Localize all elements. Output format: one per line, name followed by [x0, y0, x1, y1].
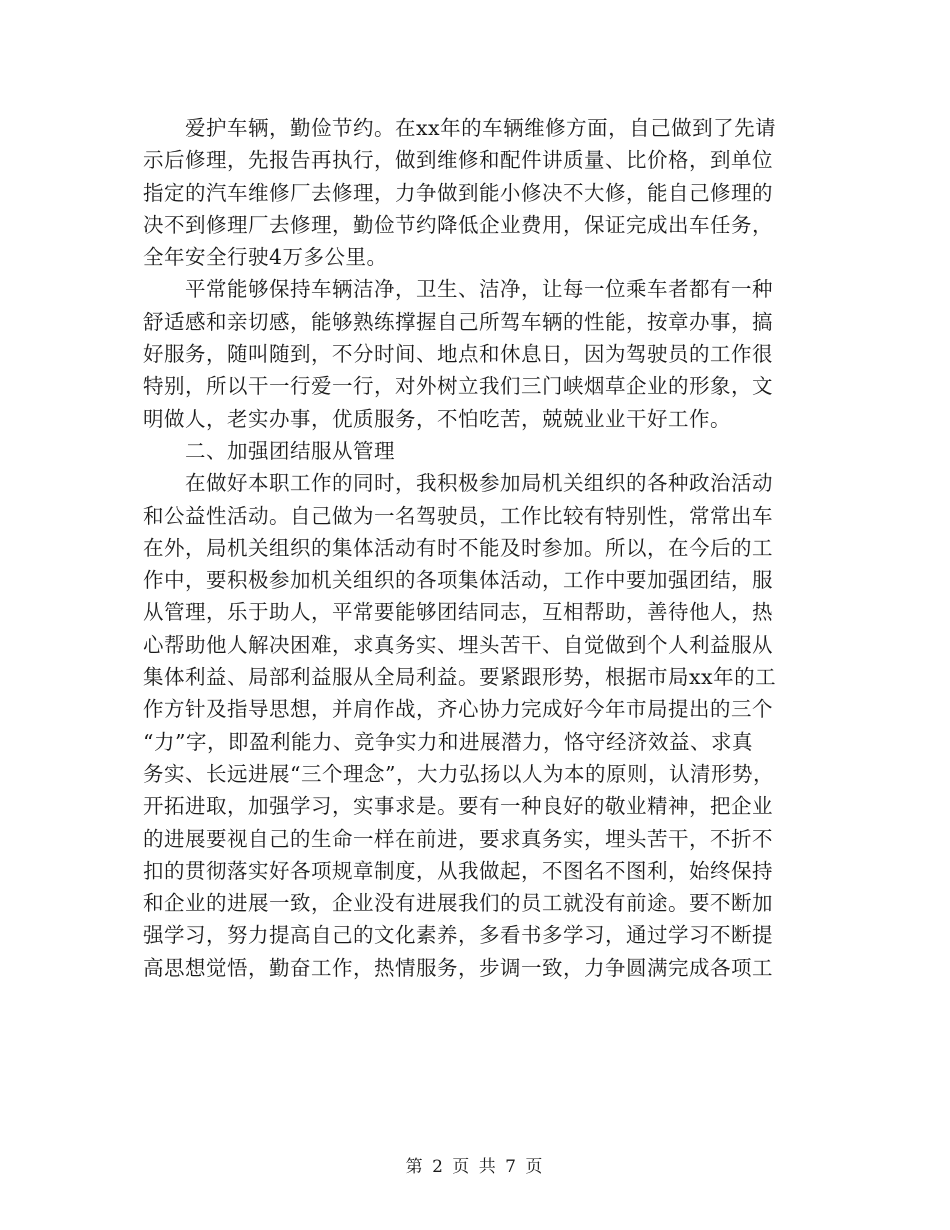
text-line: 作中，要积极参加机关组织的各项集体活动，工作中要加强团结，服 — [143, 568, 773, 593]
document-body — [143, 112, 803, 984]
text-line: 决不到修理厂去修理，勤俭节约降低企业费用，保证完成出车任务， — [143, 212, 773, 237]
section-heading: 二、加强团结服从管理 — [185, 438, 395, 463]
text-line: 好服务，随叫随到，不分时间、地点和休息日，因为驾驶员的工作很 — [143, 342, 773, 367]
paragraph-teamwork — [143, 467, 803, 984]
text-line: 明做人，老实办事，优质服务，不怕吃苦，兢兢业业干好工作。 — [143, 406, 731, 431]
text-line: 示后修理，先报告再执行，做到维修和配件讲质量、比价格，到单位 — [143, 148, 773, 173]
text-line: 强学习，努力提高自己的文化素养，多看书多学习，通过学习不断提 — [143, 923, 773, 948]
text-line: 舒适感和亲切感，能够熟练撑握自己所驾车辆的性能，按章办事，搞 — [143, 309, 773, 334]
paragraph-vehicle-cleanliness — [143, 273, 803, 434]
text-line: 指定的汽车维修厂去修理，力争做到能小修决不大修，能自己修理的 — [143, 180, 773, 205]
text-line: 集体利益、局部利益服从全局利益。要紧跟形势，根据市局xx年的工 — [143, 665, 777, 690]
text-line: “力”字，即盈利能力、竞争实力和进展潜力，恪守经济效益、求真 — [143, 729, 753, 754]
text-line: 在外，局机关组织的集体活动有时不能及时参加。所以，在今后的工 — [143, 535, 773, 560]
text-line: 扣的贯彻落实好各项规章制度，从我做起，不图名不图利，始终保持 — [143, 858, 773, 883]
text-line: 全年安全行驶4万多公里。 — [143, 245, 388, 270]
text-line: 心帮助他人解决困难，求真务实、埋头苦干、自觉做到个人利益服从 — [143, 632, 773, 657]
text-line: 的进展要视自己的生命一样在前进，要求真务实，埋头苦干，不折不 — [143, 826, 773, 851]
text-line: 从管理，乐于助人，平常要能够团结同志，互相帮助，善待他人，热 — [143, 600, 773, 625]
text-line: 在做好本职工作的同时，我积极参加局机关组织的各种政治活动 — [185, 471, 773, 496]
paragraph-vehicle-maintenance — [143, 112, 803, 273]
text-line: 务实、长远进展“三个理念”，大力弘扬以人为本的原则，认清形势， — [143, 761, 774, 786]
text-line: 爱护车辆，勤俭节约。在xx年的车辆维修方面，自己做到了先请 — [185, 116, 777, 140]
text-line: 和企业的进展一致，企业没有进展我们的员工就没有前途。要不断加 — [143, 891, 773, 916]
text-line: 高思想觉悟，勤奋工作，热情服务，步调一致，力争圆满完成各项工 — [143, 955, 773, 980]
text-line: 特别，所以干一行爱一行，对外树立我们三门峡烟草企业的形象，文 — [143, 374, 773, 399]
page-number-footer: 第 2 页 共 7 页 — [405, 1157, 545, 1177]
text-line: 和公益性活动。自己做为一名驾驶员，工作比较有特别性，常常出车 — [143, 503, 773, 528]
text-line: 作方针及指导思想，并肩作战，齐心协力完成好今年市局提出的三个 — [143, 697, 773, 722]
text-line: 开拓进取，加强学习，实事求是。要有一种良好的敬业精神，把企业 — [143, 794, 773, 819]
text-line: 平常能够保持车辆洁净，卫生、洁净，让每一位乘车者都有一种 — [185, 277, 773, 302]
